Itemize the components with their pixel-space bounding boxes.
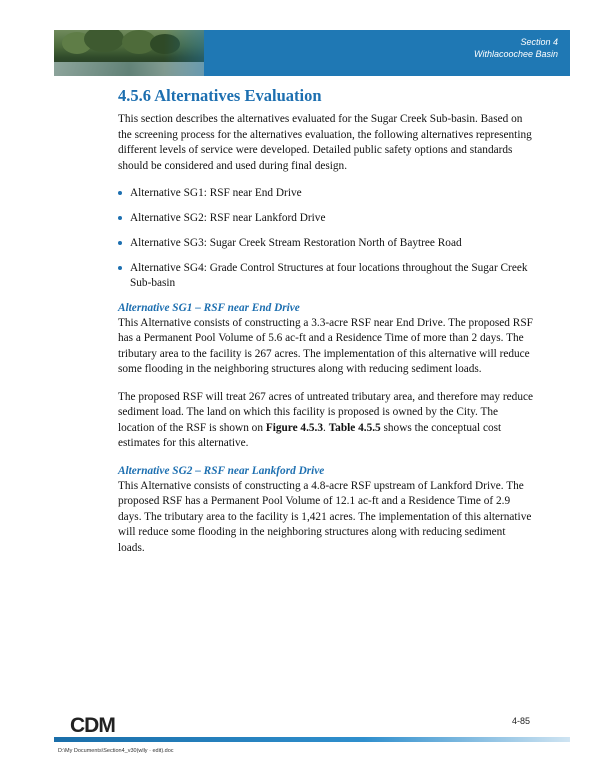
bullet-icon <box>118 266 122 270</box>
sg2-paragraph-1: This Alternative consists of constructing a 4.8-acre RSF upstream of Lankford Drive. The proposed RSF has a Permanent Pool Volume of 12.1 ac-ft and a Residence Time of 2.9 days. The tributary area to the facility is 1,421 acres. The implementation of this alternative will reduce some flooding in the neighboring structures along with reducing sediment loads. <box>118 479 532 554</box>
list-item: Alternative SG2: RSF near Lankford Drive <box>118 211 534 226</box>
sg1-paragraph-2: The proposed RSF will treat 267 acres of untreated tributary area, and therefore may reduce sediment load. The land on which this facility is proposed is owned by the City. The location of the RSF is shown on Figure 4.5.3. Table 4.5.5 shows the conceptual cost estimates for this alternative. <box>118 390 533 449</box>
main-content <box>118 86 534 556</box>
file-path: D:\My Documents\Section4_v30(wlly · edit).doc <box>58 748 174 754</box>
cdm-logo: CDM <box>70 714 115 737</box>
page-header <box>54 30 570 76</box>
table-reference: Table 4.5.5 <box>328 421 381 434</box>
bullet-icon <box>118 191 122 195</box>
intro-paragraph: This section describes the alternatives evaluated for the Sugar Creek Sub-basin. Based on the screening process for the alternatives evaluation, the following alternatives representing different levels of service were developed. Detailed public safety options and standards should be considered and used during final design. <box>118 113 532 172</box>
bullet-icon <box>118 216 122 220</box>
page-number: 4-85 <box>512 716 531 726</box>
list-item: Alternative SG4: Grade Control Structures at four locations throughout the Sugar Creek Sub-basin <box>118 261 534 290</box>
footer-bar <box>54 737 570 742</box>
header-section: Section 4 <box>520 37 558 47</box>
sg1-paragraph-1: This Alternative consists of constructing a 3.3-acre RSF near End Drive. The proposed RSF has a Permanent Pool Volume of 5.6 ac-ft and a Residence Time of more than 2 days. The tributary area to the facility is 267 acres. The implementation of this alternative will reduce some flooding in the neighboring structures along with reducing sediment loads. <box>118 316 533 375</box>
sg2-subheading: Alternative SG2 – RSF near Lankford Drive <box>118 464 325 477</box>
section-heading: 4.5.6 Alternatives Evaluation <box>118 86 322 105</box>
alternatives-list <box>118 186 534 290</box>
header-title <box>474 36 558 60</box>
list-item: Alternative SG3: Sugar Creek Stream Restoration North of Baytree Road <box>118 236 534 251</box>
bullet-icon <box>118 241 122 245</box>
header-basin: Withlacoochee Basin <box>474 49 558 59</box>
figure-reference: Figure 4.5.3 <box>265 421 324 434</box>
list-item: Alternative SG1: RSF near End Drive <box>118 186 534 201</box>
sg1-subheading: Alternative SG1 – RSF near End Drive <box>118 301 300 314</box>
